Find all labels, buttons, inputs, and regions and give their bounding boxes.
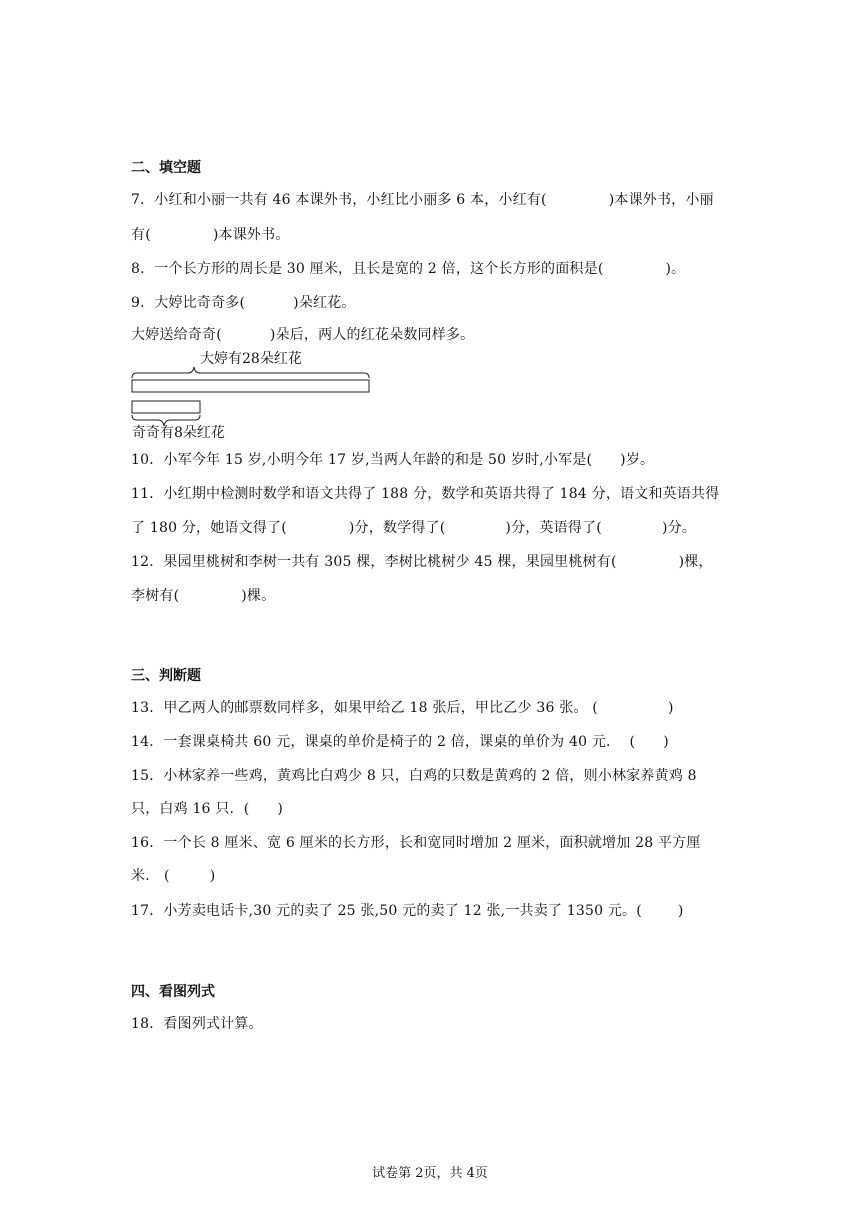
q13-text: 13．甲乙两人的邮票数同样多，如果甲给乙 18 张后，甲比乙少 36 张。 ( bbox=[131, 700, 598, 716]
q15-text: 只，白鸡 16 只．( bbox=[131, 801, 250, 817]
question-16-line-2 bbox=[131, 867, 215, 885]
q9-text: 大婷送给奇奇( bbox=[131, 327, 222, 343]
question-18: 18．看图列式计算。 bbox=[131, 1016, 263, 1032]
dating-label: 大婷有28朵红花 bbox=[200, 351, 302, 367]
question-7-line-2 bbox=[131, 226, 290, 244]
q12-text: 李树有( bbox=[131, 588, 180, 604]
q15-text: ) bbox=[277, 801, 284, 817]
q9-bar-diagram bbox=[128, 351, 378, 444]
q7-text: 7．小红和小丽一共有 46 本课外书，小红比小丽多 6 本，小红有( bbox=[131, 192, 547, 208]
question-8 bbox=[131, 260, 685, 278]
question-13 bbox=[131, 699, 674, 717]
q10-text: )岁。 bbox=[620, 452, 655, 468]
q9-text: )朵红花。 bbox=[293, 295, 356, 311]
section-heading-picture-equation: 四、看图列式 bbox=[131, 984, 215, 1000]
q17-text: ) bbox=[677, 903, 684, 919]
section-heading-fill-in: 二、填空题 bbox=[131, 160, 201, 176]
page-footer: 试卷第 2页，共 4页 bbox=[372, 1166, 488, 1181]
q12-text: 12．果园里桃树和李树一共有 305 棵，李树比桃树少 45 棵，果园里桃树有( bbox=[131, 554, 617, 570]
question-14 bbox=[131, 733, 669, 751]
qiqi-label: 奇奇有8朵红花 bbox=[132, 425, 225, 441]
q7-text: 有( bbox=[131, 227, 151, 243]
top-brace bbox=[132, 367, 369, 378]
q10-text: 10．小军今年 15 岁,小明今年 17 岁,当两人年龄的和是 50 岁时,小军是( bbox=[131, 452, 593, 468]
q12-text: )棵， bbox=[678, 554, 713, 570]
q14-text: ) bbox=[663, 734, 669, 750]
question-9-line-1 bbox=[131, 294, 356, 312]
section-heading-true-false: 三、判断题 bbox=[131, 668, 201, 684]
question-12-line-2 bbox=[131, 587, 275, 605]
q13-text: ) bbox=[667, 700, 674, 716]
question-15-line-1: 15．小林家养一些鸡，黄鸡比白鸡少 8 只，白鸡的只数是黄鸡的 2 倍，则小林家养黄鸡 8 bbox=[131, 768, 697, 784]
question-11-line-2 bbox=[131, 519, 696, 537]
question-15-line-2 bbox=[131, 800, 283, 818]
q11-text: )分，英语得了( bbox=[505, 520, 602, 536]
q11-text: )分。 bbox=[661, 520, 697, 536]
question-11-line-1: 11．小红期中检测时数学和语文共得了 188 分，数学和英语共得了 184 分，语文和英语共得 bbox=[131, 486, 720, 502]
question-17 bbox=[131, 902, 684, 920]
q11-text: 了 180 分，她语文得了( bbox=[131, 520, 287, 536]
q12-text: )棵。 bbox=[241, 588, 276, 604]
q14-text: 14．一套课桌椅共 60 元，课桌的单价是椅子的 2 倍，课桌的单价为 40 元． ( bbox=[131, 734, 636, 750]
question-7-line-1 bbox=[131, 191, 714, 209]
q11-text: )分，数学得了( bbox=[348, 520, 446, 536]
qiqi-bar bbox=[132, 401, 200, 413]
q9-text: )朵后，两人的红花朵数同样多。 bbox=[269, 327, 475, 343]
q17-text: 17．小芳卖电话卡,30 元的卖了 25 张,50 元的卖了 12 张,一共卖了 1350 元。( bbox=[131, 903, 642, 919]
dating-bar bbox=[132, 380, 369, 392]
q7-text: )本课外书，小丽 bbox=[608, 192, 714, 208]
question-12-line-1 bbox=[131, 553, 713, 571]
question-16-line-1: 16．一个长 8 厘米、宽 6 厘米的长方形，长和宽同时增加 2 厘米，面积就增加 28 平方厘 bbox=[131, 835, 701, 851]
q7-text: )本课外书。 bbox=[212, 227, 290, 243]
q8-text: 8．一个长方形的周长是 30 厘米，且长是宽的 2 倍，这个长方形的面积是( bbox=[131, 261, 604, 277]
question-10 bbox=[131, 451, 654, 469]
q16-text: ) bbox=[209, 868, 216, 884]
q8-text: )。 bbox=[665, 261, 686, 277]
q9-text: 9．大婷比奇奇多( bbox=[131, 295, 246, 311]
question-9-line-2 bbox=[131, 326, 474, 344]
q16-text: 米． ( bbox=[131, 868, 170, 884]
